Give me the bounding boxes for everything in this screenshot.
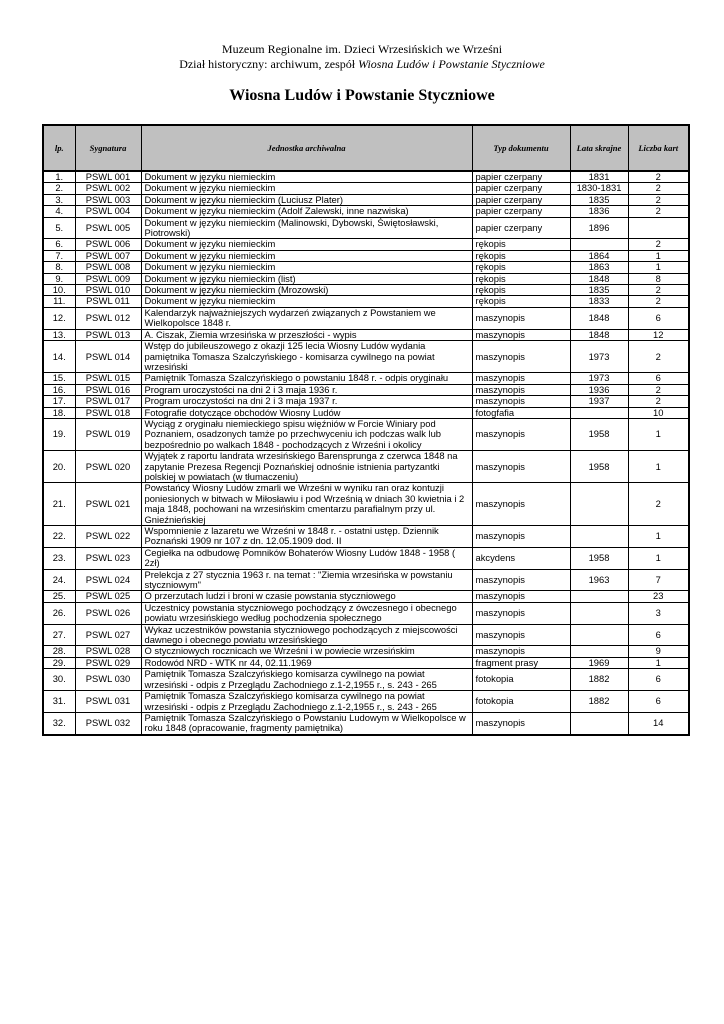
cell-jednostka: Pamiętnik Tomasza Szalczyńskiego komisarza cywilnego na powiat wrzesiński - odpis z Przeglądu Zachodniego z.1-2,1955 r., s. 243 - 265 bbox=[141, 691, 472, 713]
cell-lata bbox=[570, 239, 628, 250]
cell-liczba-kart: 1 bbox=[628, 547, 689, 569]
cell-lata: 1958 bbox=[570, 418, 628, 450]
cell-liczba-kart: 8 bbox=[628, 273, 689, 284]
cell-sygnatura: PSWL 026 bbox=[75, 602, 141, 624]
cell-liczba-kart: 7 bbox=[628, 569, 689, 591]
cell-liczba-kart: 12 bbox=[628, 329, 689, 340]
cell-lata: 1882 bbox=[570, 669, 628, 691]
cell-lp: 1. bbox=[43, 171, 75, 183]
cell-typ: maszynopis bbox=[472, 373, 570, 384]
cell-sygnatura: PSWL 006 bbox=[75, 239, 141, 250]
cell-jednostka: Prelekcja z 27 stycznia 1963 r. na temat : "Ziemia wrzesińska w powstaniu styczniowym" bbox=[141, 569, 472, 591]
cell-liczba-kart: 2 bbox=[628, 296, 689, 307]
cell-jednostka: Uczestnicy powstania styczniowego pochodzący z ówczesnego i obecnego powiatu wrzesińskiego według pochodzenia społecznego bbox=[141, 602, 472, 624]
cell-typ: maszynopis bbox=[472, 602, 570, 624]
cell-jednostka: Powstańcy Wiosny Ludów zmarli we Wrześni w wyniku ran oraz kontuzji poniesionych w bitwach w Miłosławiu i pod Wrześnią w dniach 30 kwietnia i 2 maja 1848, pochowani na wrzesińskim cmentarzu parafialnym przy ul. Gnieźnieńskiej bbox=[141, 483, 472, 526]
cell-lp: 5. bbox=[43, 217, 75, 239]
cell-lp: 13. bbox=[43, 329, 75, 340]
table-row bbox=[43, 526, 689, 548]
cell-sygnatura: PSWL 023 bbox=[75, 547, 141, 569]
cell-typ: papier czerpany bbox=[472, 206, 570, 217]
table-row bbox=[43, 407, 689, 418]
cell-sygnatura: PSWL 009 bbox=[75, 273, 141, 284]
cell-lata: 1864 bbox=[570, 250, 628, 261]
table-row bbox=[43, 396, 689, 407]
table-row bbox=[43, 451, 689, 483]
cell-lp: 16. bbox=[43, 384, 75, 395]
collection-name: Wiosna Ludów i Powstanie Styczniowe bbox=[358, 57, 545, 71]
cell-sygnatura: PSWL 024 bbox=[75, 569, 141, 591]
col-header-lp: lp. bbox=[43, 125, 75, 171]
cell-lp: 3. bbox=[43, 194, 75, 205]
cell-typ: fotokopia bbox=[472, 669, 570, 691]
cell-typ: maszynopis bbox=[472, 329, 570, 340]
cell-lata: 1848 bbox=[570, 273, 628, 284]
cell-jednostka: Dokument w języku niemieckim (Mrozowski) bbox=[141, 285, 472, 296]
cell-typ: fotokopia bbox=[472, 691, 570, 713]
cell-jednostka: Dokument w języku niemieckim bbox=[141, 250, 472, 261]
cell-lata: 1830-1831 bbox=[570, 183, 628, 194]
cell-liczba-kart: 1 bbox=[628, 262, 689, 273]
table-row bbox=[43, 262, 689, 273]
cell-liczba-kart: 2 bbox=[628, 183, 689, 194]
cell-sygnatura: PSWL 002 bbox=[75, 183, 141, 194]
cell-typ: papier czerpany bbox=[472, 183, 570, 194]
cell-lata bbox=[570, 646, 628, 657]
cell-typ: maszynopis bbox=[472, 396, 570, 407]
cell-lp: 19. bbox=[43, 418, 75, 450]
cell-sygnatura: PSWL 004 bbox=[75, 206, 141, 217]
cell-typ: rękopis bbox=[472, 285, 570, 296]
cell-liczba-kart: 1 bbox=[628, 451, 689, 483]
cell-sygnatura: PSWL 030 bbox=[75, 669, 141, 691]
table-row bbox=[43, 239, 689, 250]
cell-typ: maszynopis bbox=[472, 451, 570, 483]
cell-lata: 1973 bbox=[570, 341, 628, 373]
cell-lata: 1973 bbox=[570, 373, 628, 384]
cell-lp: 24. bbox=[43, 569, 75, 591]
cell-typ: maszynopis bbox=[472, 384, 570, 395]
cell-liczba-kart: 1 bbox=[628, 657, 689, 668]
cell-lp: 27. bbox=[43, 624, 75, 646]
cell-sygnatura: PSWL 013 bbox=[75, 329, 141, 340]
table-row bbox=[43, 547, 689, 569]
department-line bbox=[0, 57, 724, 72]
cell-lata: 1835 bbox=[570, 194, 628, 205]
table-row bbox=[43, 250, 689, 261]
cell-lata bbox=[570, 602, 628, 624]
cell-typ: maszynopis bbox=[472, 483, 570, 526]
table-row bbox=[43, 307, 689, 329]
cell-jednostka: Fotografie dotyczące obchodów Wiosny Ludów bbox=[141, 407, 472, 418]
col-header-typ: Typ dokumentu bbox=[472, 125, 570, 171]
cell-jednostka: Dokument w języku niemieckim bbox=[141, 183, 472, 194]
cell-typ: maszynopis bbox=[472, 624, 570, 646]
cell-lp: 7. bbox=[43, 250, 75, 261]
cell-sygnatura: PSWL 027 bbox=[75, 624, 141, 646]
cell-lp: 14. bbox=[43, 341, 75, 373]
cell-liczba-kart: 14 bbox=[628, 712, 689, 734]
cell-typ: maszynopis bbox=[472, 341, 570, 373]
cell-lata: 1863 bbox=[570, 262, 628, 273]
cell-jednostka: Dokument w języku niemieckim (Adolf Zalewski, inne nazwiska) bbox=[141, 206, 472, 217]
table-row bbox=[43, 329, 689, 340]
cell-liczba-kart bbox=[628, 217, 689, 239]
cell-liczba-kart: 1 bbox=[628, 526, 689, 548]
cell-typ: maszynopis bbox=[472, 591, 570, 602]
cell-typ: papier czerpany bbox=[472, 194, 570, 205]
cell-jednostka: A. Ciszak, Ziemia wrzesińska w przeszłości - wypis bbox=[141, 329, 472, 340]
cell-liczba-kart: 1 bbox=[628, 418, 689, 450]
cell-sygnatura: PSWL 017 bbox=[75, 396, 141, 407]
cell-sygnatura: PSWL 021 bbox=[75, 483, 141, 526]
cell-jednostka: Wyciąg z oryginału niemieckiego spisu więźniów w Forcie Winiary pod Poznaniem, osadzonych tamże po przechwyceniu ich podczas walk lub bezpośrednio po walkach 1848 - pochodzących z Wrześni i okolicy bbox=[141, 418, 472, 450]
cell-liczba-kart: 6 bbox=[628, 624, 689, 646]
cell-jednostka: Dokument w języku niemieckim bbox=[141, 296, 472, 307]
cell-sygnatura: PSWL 001 bbox=[75, 171, 141, 183]
cell-sygnatura: PSWL 032 bbox=[75, 712, 141, 734]
cell-lp: 23. bbox=[43, 547, 75, 569]
cell-lata: 1848 bbox=[570, 307, 628, 329]
cell-jednostka: Dokument w języku niemieckim (list) bbox=[141, 273, 472, 284]
cell-lp: 12. bbox=[43, 307, 75, 329]
cell-jednostka: O przerzutach ludzi i broni w czasie powstania styczniowego bbox=[141, 591, 472, 602]
table-row bbox=[43, 657, 689, 668]
cell-liczba-kart: 10 bbox=[628, 407, 689, 418]
cell-lata bbox=[570, 624, 628, 646]
cell-typ: maszynopis bbox=[472, 526, 570, 548]
cell-liczba-kart: 2 bbox=[628, 384, 689, 395]
col-header-lata: Lata skrajne bbox=[570, 125, 628, 171]
cell-sygnatura: PSWL 005 bbox=[75, 217, 141, 239]
cell-lata bbox=[570, 483, 628, 526]
cell-lata: 1836 bbox=[570, 206, 628, 217]
cell-lp: 20. bbox=[43, 451, 75, 483]
cell-sygnatura: PSWL 031 bbox=[75, 691, 141, 713]
cell-lp: 4. bbox=[43, 206, 75, 217]
cell-jednostka: Pamiętnik Tomasza Szalczyńskiego o powstaniu 1848 r. - odpis oryginału bbox=[141, 373, 472, 384]
cell-jednostka: Dokument w języku niemieckim (Luciusz Plater) bbox=[141, 194, 472, 205]
cell-sygnatura: PSWL 028 bbox=[75, 646, 141, 657]
cell-lata: 1969 bbox=[570, 657, 628, 668]
cell-liczba-kart: 6 bbox=[628, 669, 689, 691]
table-row bbox=[43, 183, 689, 194]
cell-typ: maszynopis bbox=[472, 307, 570, 329]
cell-typ: rękopis bbox=[472, 296, 570, 307]
table-row bbox=[43, 569, 689, 591]
cell-lp: 21. bbox=[43, 483, 75, 526]
cell-sygnatura: PSWL 016 bbox=[75, 384, 141, 395]
col-header-jednostka: Jednostka archiwalna bbox=[141, 125, 472, 171]
cell-lp: 18. bbox=[43, 407, 75, 418]
cell-typ: rękopis bbox=[472, 262, 570, 273]
cell-typ: maszynopis bbox=[472, 712, 570, 734]
museum-name: Muzeum Regionalne im. Dzieci Wrzesińskich we Wrześni bbox=[221, 42, 503, 56]
cell-liczba-kart: 2 bbox=[628, 171, 689, 183]
table-row bbox=[43, 602, 689, 624]
cell-lata: 1936 bbox=[570, 384, 628, 395]
cell-jednostka: Cegiełka na odbudowę Pomników Bohaterów Wiosny Ludów 1848 - 1958 ( 2zł) bbox=[141, 547, 472, 569]
cell-liczba-kart: 2 bbox=[628, 206, 689, 217]
cell-jednostka: Wspomnienie z lazaretu we Wrześni w 1848 r. - ostatni ustęp. Dziennik Poznański 1909 nr 107 z dn. 12.05.1909 dod. II bbox=[141, 526, 472, 548]
cell-sygnatura: PSWL 012 bbox=[75, 307, 141, 329]
cell-lp: 31. bbox=[43, 691, 75, 713]
cell-lata: 1963 bbox=[570, 569, 628, 591]
cell-lp: 10. bbox=[43, 285, 75, 296]
cell-typ: papier czerpany bbox=[472, 171, 570, 183]
cell-sygnatura: PSWL 029 bbox=[75, 657, 141, 668]
cell-lp: 6. bbox=[43, 239, 75, 250]
cell-jednostka: Rodowód NRD - WTK nr 44, 02.11.1969 bbox=[141, 657, 472, 668]
cell-lp: 26. bbox=[43, 602, 75, 624]
cell-liczba-kart: 1 bbox=[628, 250, 689, 261]
cell-liczba-kart: 2 bbox=[628, 285, 689, 296]
cell-lata bbox=[570, 526, 628, 548]
table-row bbox=[43, 273, 689, 284]
cell-lp: 25. bbox=[43, 591, 75, 602]
table-row bbox=[43, 624, 689, 646]
cell-sygnatura: PSWL 015 bbox=[75, 373, 141, 384]
cell-typ: rękopis bbox=[472, 273, 570, 284]
cell-sygnatura: PSWL 018 bbox=[75, 407, 141, 418]
cell-lata: 1848 bbox=[570, 329, 628, 340]
cell-lata: 1835 bbox=[570, 285, 628, 296]
table-row bbox=[43, 217, 689, 239]
cell-liczba-kart: 2 bbox=[628, 341, 689, 373]
cell-lata: 1896 bbox=[570, 217, 628, 239]
table-row bbox=[43, 591, 689, 602]
cell-liczba-kart: 23 bbox=[628, 591, 689, 602]
cell-lata: 1958 bbox=[570, 547, 628, 569]
cell-lata bbox=[570, 712, 628, 734]
cell-jednostka: Wstęp do jubileuszowego z okazji 125 lecia Wiosny Ludów wydania pamiętnika Tomasza Szalczyńskiego - komisarza cywilnego na powiat wrzesiński bbox=[141, 341, 472, 373]
cell-lata: 1831 bbox=[570, 171, 628, 183]
table-row bbox=[43, 285, 689, 296]
cell-lp: 22. bbox=[43, 526, 75, 548]
col-header-liczba: Liczba kart bbox=[628, 125, 689, 171]
cell-lp: 30. bbox=[43, 669, 75, 691]
table-row bbox=[43, 373, 689, 384]
cell-lp: 11. bbox=[43, 296, 75, 307]
cell-jednostka: Wykaz uczestników powstania styczniowego pochodzących z miejscowości dawnego i obecnego powiatu wrzesińskiego bbox=[141, 624, 472, 646]
table-row bbox=[43, 341, 689, 373]
cell-jednostka: Program uroczystości na dni 2 i 3 maja 1937 r. bbox=[141, 396, 472, 407]
cell-jednostka: Pamiętnik Tomasza Szalczyńskiego o Powstaniu Ludowym w Wielkopolsce w roku 1848 (opracowanie, fragmenty pamiętnika) bbox=[141, 712, 472, 734]
cell-lata: 1833 bbox=[570, 296, 628, 307]
col-header-sygnatura: Sygnatura bbox=[75, 125, 141, 171]
table-row bbox=[43, 712, 689, 734]
table-body bbox=[43, 171, 689, 735]
cell-lp: 28. bbox=[43, 646, 75, 657]
cell-typ: maszynopis bbox=[472, 646, 570, 657]
cell-lata bbox=[570, 591, 628, 602]
cell-jednostka: Wyjątek z raportu landrata wrzesińskiego Barensprunga z czerwca 1848 na zapytanie Prezesa Regencji Poznańskiej odnośnie istnienia partyzantki polskiej w powiatach (w tłumaczeniu) bbox=[141, 451, 472, 483]
table-row bbox=[43, 296, 689, 307]
cell-lp: 15. bbox=[43, 373, 75, 384]
cell-lata: 1882 bbox=[570, 691, 628, 713]
cell-sygnatura: PSWL 007 bbox=[75, 250, 141, 261]
table-row bbox=[43, 418, 689, 450]
cell-sygnatura: PSWL 010 bbox=[75, 285, 141, 296]
cell-sygnatura: PSWL 019 bbox=[75, 418, 141, 450]
cell-sygnatura: PSWL 022 bbox=[75, 526, 141, 548]
cell-liczba-kart: 6 bbox=[628, 307, 689, 329]
cell-jednostka: Program uroczystości na dni 2 i 3 maja 1936 r. bbox=[141, 384, 472, 395]
cell-typ: maszynopis bbox=[472, 418, 570, 450]
cell-typ: akcydens bbox=[472, 547, 570, 569]
table-row bbox=[43, 691, 689, 713]
cell-lp: 9. bbox=[43, 273, 75, 284]
cell-jednostka: Dokument w języku niemieckim bbox=[141, 262, 472, 273]
page-title: Wiosna Ludów i Powstanie Styczniowe bbox=[229, 87, 495, 104]
table-row bbox=[43, 483, 689, 526]
cell-liczba-kart: 2 bbox=[628, 239, 689, 250]
archive-table bbox=[42, 124, 690, 736]
cell-liczba-kart: 3 bbox=[628, 602, 689, 624]
cell-jednostka: Dokument w języku niemieckim bbox=[141, 171, 472, 183]
cell-lata: 1958 bbox=[570, 451, 628, 483]
table-row bbox=[43, 194, 689, 205]
table-row bbox=[43, 206, 689, 217]
cell-jednostka: O styczniowych rocznicach we Wrześni i w powiecie wrzesińskim bbox=[141, 646, 472, 657]
table-row bbox=[43, 384, 689, 395]
cell-typ: rękopis bbox=[472, 250, 570, 261]
cell-sygnatura: PSWL 008 bbox=[75, 262, 141, 273]
cell-lp: 17. bbox=[43, 396, 75, 407]
table-row bbox=[43, 171, 689, 183]
cell-typ: fragment prasy bbox=[472, 657, 570, 668]
table-header-row bbox=[43, 125, 689, 171]
cell-typ: papier czerpany bbox=[472, 217, 570, 239]
cell-liczba-kart: 6 bbox=[628, 691, 689, 713]
cell-lp: 29. bbox=[43, 657, 75, 668]
cell-jednostka: Kalendarzyk najważniejszych wydarzeń związanych z Powstaniem we Wielkopolsce 1848 r. bbox=[141, 307, 472, 329]
cell-jednostka: Pamiętnik Tomasza Szalczyńskiego komisarza cywilnego na powiat wrzesiński - odpis z Przeglądu Zachodniego z.1-2,1955 r., s. 243 - 265 bbox=[141, 669, 472, 691]
table-row bbox=[43, 669, 689, 691]
cell-lp: 2. bbox=[43, 183, 75, 194]
cell-sygnatura: PSWL 025 bbox=[75, 591, 141, 602]
cell-sygnatura: PSWL 020 bbox=[75, 451, 141, 483]
cell-typ: maszynopis bbox=[472, 569, 570, 591]
cell-liczba-kart: 2 bbox=[628, 483, 689, 526]
cell-typ: rękopis bbox=[472, 239, 570, 250]
cell-liczba-kart: 2 bbox=[628, 194, 689, 205]
cell-jednostka: Dokument w języku niemieckim bbox=[141, 239, 472, 250]
cell-jednostka: Dokument w języku niemieckim (Malinowski, Dybowski, Świętosławski, Piotrowski) bbox=[141, 217, 472, 239]
cell-sygnatura: PSWL 003 bbox=[75, 194, 141, 205]
cell-lp: 8. bbox=[43, 262, 75, 273]
cell-liczba-kart: 6 bbox=[628, 373, 689, 384]
cell-lp: 32. bbox=[43, 712, 75, 734]
table-row bbox=[43, 646, 689, 657]
cell-liczba-kart: 2 bbox=[628, 396, 689, 407]
department-prefix: Dział historyczny: archiwum, zespół bbox=[179, 57, 359, 71]
cell-lata bbox=[570, 407, 628, 418]
cell-typ: fotogfafia bbox=[472, 407, 570, 418]
cell-sygnatura: PSWL 014 bbox=[75, 341, 141, 373]
cell-sygnatura: PSWL 011 bbox=[75, 296, 141, 307]
cell-liczba-kart: 9 bbox=[628, 646, 689, 657]
cell-lata: 1937 bbox=[570, 396, 628, 407]
